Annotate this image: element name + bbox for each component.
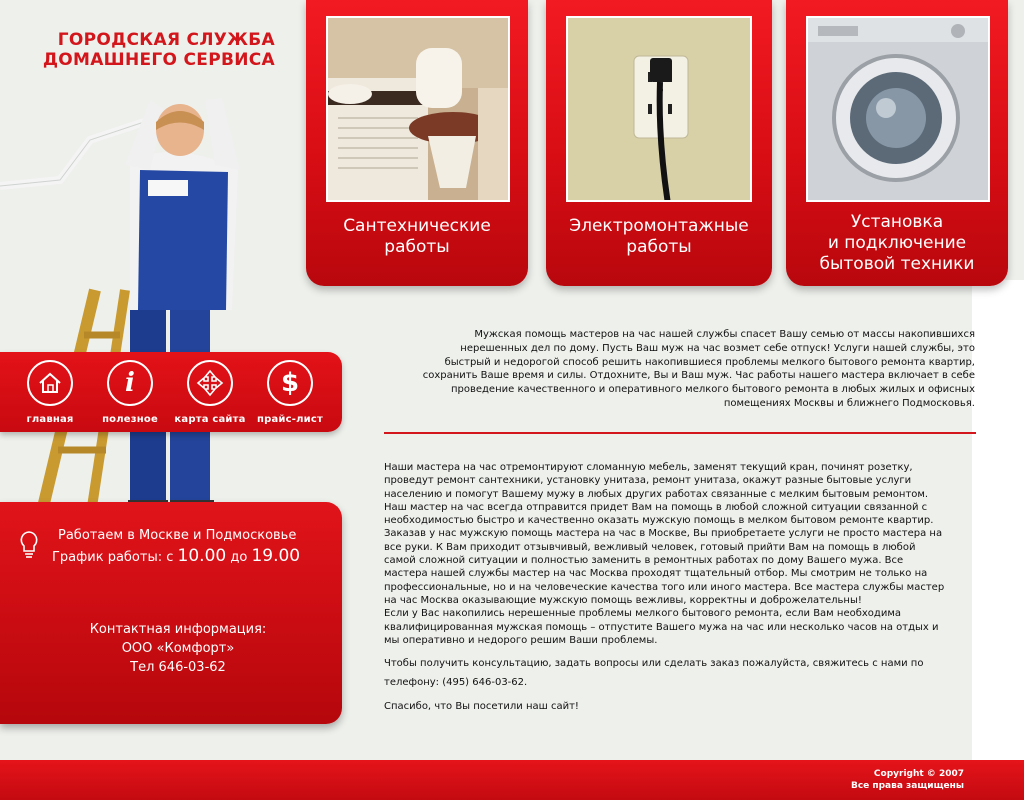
info-box bbox=[0, 502, 342, 724]
service-card-plumbing[interactable] bbox=[306, 0, 528, 286]
intro-paragraph: Мужская помощь мастеров на час нашей службы спасет Вашу семью от массы накопившихся нерешенных дел по дому. Пусть Ваш муж на час возмет себе отпуск! Услуги нашей службы, это быстрый и недорогой способ решить накопившиеся проблемы мелкого бытового ремонта квартир, сохранить Ваше время и силы. Отдохните, Вы и Ваш муж. Час работы нашего мастера включает в себе проведение качественного и оперативного мелкого бытового ремонта в любых жилых и офисных помещениях Москвы и ближнего Подмосковья. bbox=[422, 329, 975, 409]
service-label-electrical: Электромонтажные работы bbox=[569, 216, 749, 257]
nav-item-sitemap[interactable]: карта сайта bbox=[170, 360, 250, 425]
lightbulb-icon bbox=[18, 530, 40, 560]
contact-phone-text: телефону: (495) 646-03-62. bbox=[384, 677, 528, 689]
service-label-plumbing: Сантехнические работы bbox=[343, 216, 491, 257]
washing-machine-photo bbox=[806, 16, 990, 202]
divider bbox=[384, 432, 976, 434]
contacts-block: Контактная информация: ООО «Комфорт» Тел 646-03-62 bbox=[89, 622, 267, 675]
dollar-icon: $ bbox=[267, 360, 313, 406]
content-background bbox=[972, 280, 1024, 760]
service-label-appliances: Установка и подключение бытовой техники bbox=[819, 212, 975, 274]
home-icon bbox=[27, 360, 73, 406]
arrows-icon bbox=[187, 360, 233, 406]
nav-item-pricelist[interactable]: $ прайс-лист bbox=[250, 360, 330, 425]
site-title: ГОРОДСКАЯ СЛУЖБА ДОМАШНЕГО СЕРВИСА bbox=[42, 30, 275, 70]
contact-call-text: Чтобы получить консультацию, задать вопросы или сделать заказ пожалуйста, свяжитесь с нами по bbox=[384, 658, 924, 670]
nav-item-home[interactable]: главная bbox=[10, 360, 90, 425]
footer bbox=[0, 760, 1024, 800]
worker-image bbox=[0, 60, 300, 520]
work-area-text: Работаем в Москве и Подмосковье bbox=[58, 528, 297, 543]
bathroom-photo bbox=[326, 16, 510, 202]
service-card-electrical[interactable] bbox=[546, 0, 772, 286]
socket-photo bbox=[566, 16, 752, 202]
info-icon: i bbox=[107, 360, 153, 406]
schedule-text: График работы: с 10.00 до 19.00 bbox=[52, 546, 301, 566]
copyright-text: Copyright © 2007 Все права защищены bbox=[850, 769, 964, 791]
nav-item-useful[interactable]: i полезное bbox=[90, 360, 170, 425]
main-article: Наши мастера на час отремонтируют сломанную мебель, заменят текущий кран, починят розетку, проведут ремонт сантехники, установку унитаза, ремонт унитаза, окажут разные бытовые услуги населению и помогут Вашему мужу в любых других работах связанные с мелким бытовым ремонтом. Наш мастер на час всегда отправится придет Вам на помощь в любой сложной ситуации связанной с необходимостью быстро и качественно оказать мужскую помощь в мелком бытовом ремонте квартир. Заказав у нас мужскую помощь мастера на час в Москве, Вы приобретаете услуги не просто мастера на все руки. К Вам приходит отзывчивый, вежливый человек, готовый прийти Вам на помощь в любой самой сложной ситуации и полностью заменить в ремонтных работах по дому Вашего мужа. Все мастера нашей службы мастер на час Москва проходят тщательный отбор. Мы смотрим не только на профессиональные, но и на человеческие качества того или иного мастера. Все мастера службы мастер на час Москва оказывающие мужскую помощь вежливы, корректны и доброжелательны! Если у Вас накопились нерешенные проблемы мелкого бытового ремонта, если Вам необходима квалифицированная мужская помощь – отпустите Вашего мужа на час или несколько часов на отдых и мы оперативно и недорого решим Ваши проблемы. Чтобы получить консультацию, задать вопросы или сделать заказ пожалуйста, свяжитесь с нами по телефону: (495) 646-03-62. Спасибо, что Вы посетили наш сайт! bbox=[384, 461, 974, 713]
thanks-text: Спасибо, что Вы посетили наш сайт! bbox=[384, 700, 579, 712]
main-navigation bbox=[0, 352, 342, 432]
service-card-appliances[interactable] bbox=[786, 0, 1008, 286]
